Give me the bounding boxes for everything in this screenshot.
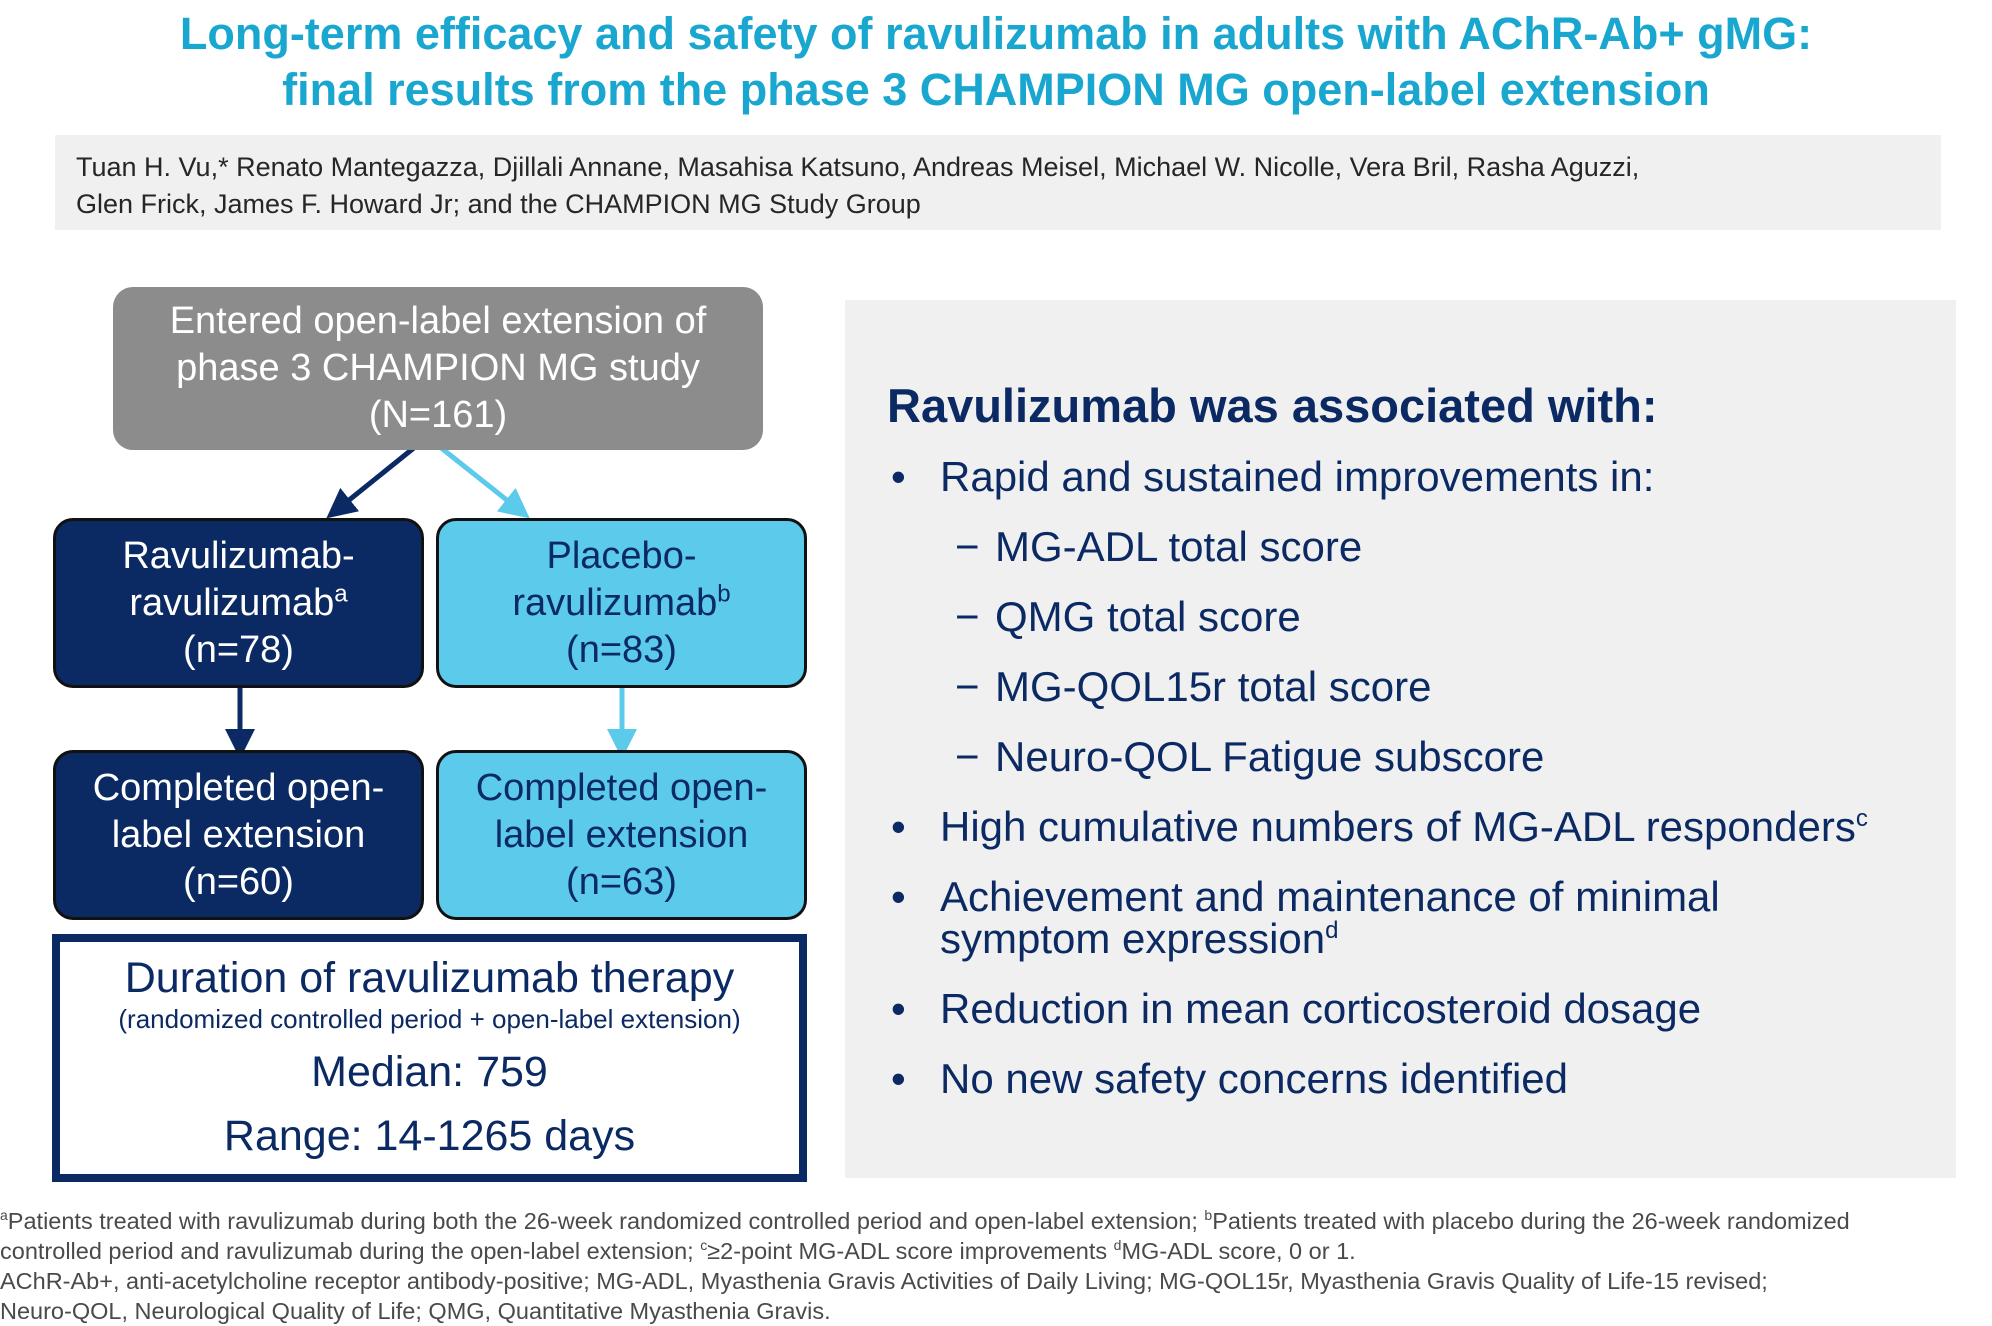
- rav-rav-line-1: Ravulizumab-: [122, 534, 355, 577]
- sub-qmg: [900, 590, 1940, 644]
- duration-subtitle: (randomized controlled period + open-label extension): [118, 1004, 741, 1034]
- footnote-a-text: Patients treated with ravulizumab during both the 26-week randomized controlled period and open-label extension;: [7, 1208, 1205, 1234]
- dash-marker: −: [955, 663, 980, 710]
- bullet-mse: [891, 870, 1940, 966]
- footnote-c-sup: c: [700, 1237, 708, 1254]
- sub-neuro-qol: [900, 730, 1940, 784]
- completed-pbo-line-2: label extension: [494, 813, 749, 856]
- bullet-mse-line-1: Achievement and maintenance of minimal: [940, 873, 1720, 920]
- duration-title: Duration of ravulizumab therapy: [124, 954, 735, 1002]
- bullet-corticosteroid-text: Reduction in mean corticosteroid dosage: [940, 985, 1702, 1032]
- duration-box: [52, 934, 807, 1182]
- completed-pbo-line-3: (n=63): [566, 860, 677, 903]
- sub-mg-adl-text: MG-ADL total score: [995, 523, 1363, 570]
- completed-rav-line-2: label extension: [111, 813, 366, 856]
- rav-rav-label: ravulizumab: [129, 581, 335, 624]
- summary-list: [891, 450, 1940, 1106]
- title-line-1: Long-term efficacy and safety of ravulizumab in adults with AChR-Ab+ gMG:: [179, 8, 1813, 59]
- sub-qmg-text: QMG total score: [995, 593, 1301, 640]
- bullet-safety-text: No new safety concerns identified: [940, 1055, 1569, 1102]
- bullet-responders-line: [900, 800, 1940, 854]
- footnote-b-text: Patients treated with placebo during the 26-week randomized: [1212, 1208, 1850, 1234]
- footnote-line-2: [0, 1236, 1992, 1266]
- rav-rav-line-2: [129, 580, 347, 627]
- footnote-abbrev-1: AChR-Ab+, anti-acetylcholine receptor antibody-positive; MG-ADL, Myasthenia Gravis Activities of Daily Living; MG-QOL15r, Myasthenia Gravis Quality of Life-15 revised;: [0, 1268, 1768, 1294]
- pbo-rav-label: ravulizumab: [512, 581, 718, 624]
- dash-marker: −: [955, 523, 980, 570]
- footnotes: [0, 1206, 1992, 1326]
- completed-rav-line-3: (n=60): [183, 860, 294, 903]
- entered-ole-box: [113, 287, 763, 450]
- footnote-b-marker: b: [717, 579, 731, 607]
- footnote-a-sup: a: [0, 1207, 8, 1224]
- dash-marker: −: [955, 733, 980, 780]
- placebo-ravulizumab-box: [436, 518, 807, 688]
- sub-mg-qol15r: [900, 660, 1940, 714]
- sub-neuro-qol-text: Neuro-QOL Fatigue subscore: [995, 733, 1545, 780]
- completed-pbo-line-1: Completed open-: [475, 766, 768, 809]
- bullet-marker: •: [891, 1055, 906, 1102]
- footnote-c-marker: c: [1855, 805, 1868, 832]
- duration-range: Range: 14-1265 days: [223, 1112, 636, 1160]
- footnote-line-2-text: controlled period and ravulizumab during the open-label extension;: [0, 1238, 701, 1264]
- arrow-to-pbo-rav: [440, 447, 518, 509]
- bullet-marker: •: [891, 453, 906, 500]
- entered-line-1: Entered open-label extension of: [169, 300, 707, 342]
- duration-median: Median: 759: [311, 1048, 548, 1096]
- bullet-safety: [891, 1052, 1940, 1106]
- sub-mg-adl: [900, 520, 1940, 574]
- bullet-improvements: [891, 450, 1940, 504]
- bullet-corticosteroid: [891, 982, 1940, 1036]
- bullet-responders: [891, 800, 1940, 854]
- completed-rav-box: [53, 750, 424, 920]
- bullet-marker: •: [891, 985, 906, 1032]
- summary-heading: Ravulizumab was associated with:: [887, 379, 1658, 432]
- ravulizumab-ravulizumab-box: [53, 518, 424, 688]
- dash-marker: −: [955, 593, 980, 640]
- authors-line-1: Tuan H. Vu,* Renato Mantegazza, Djillali Annane, Masahisa Katsuno, Andreas Meisel, Michael W. Nicolle, Vera Bril, Rasha Aguzzi,: [76, 152, 1640, 182]
- arrow-to-rav-rav: [338, 447, 415, 509]
- footnote-a-marker: a: [334, 579, 348, 607]
- entered-line-2: phase 3 CHAMPION MG study: [176, 347, 700, 389]
- footnote-line-1: [0, 1206, 1992, 1236]
- footnote-abbrev-2: Neuro-QOL, Neurological Quality of Life; QMG, Quantitative Myasthenia Gravis.: [0, 1298, 831, 1324]
- pbo-rav-line-1: Placebo-: [546, 534, 697, 577]
- summary-panel: [845, 300, 1956, 1178]
- pbo-rav-line-3: (n=83): [566, 628, 677, 671]
- footnote-d-text: MG-ADL score, 0 or 1.: [1121, 1238, 1356, 1264]
- title-line-2: final results from the phase 3 CHAMPION MG open-label extension: [282, 64, 1710, 115]
- bullet-responders-text: High cumulative numbers of MG-ADL responders: [940, 803, 1856, 850]
- bullet-marker: •: [891, 873, 906, 920]
- completed-rav-line-1: Completed open-: [92, 766, 385, 809]
- entered-line-3: (N=161): [368, 394, 508, 436]
- bullet-improvements-text: Rapid and sustained improvements in:: [940, 453, 1655, 500]
- footnote-b-sup: b: [1204, 1207, 1213, 1224]
- bullet-mse-line-2-text: symptom expression: [940, 915, 1326, 962]
- rav-rav-line-3: (n=78): [183, 628, 294, 671]
- footnote-d-marker: d: [1325, 917, 1339, 944]
- sub-mg-qol15r-text: MG-QOL15r total score: [995, 663, 1432, 710]
- completed-pbo-box: [436, 750, 807, 920]
- pbo-rav-line-2: [512, 580, 730, 627]
- bullet-marker: •: [891, 803, 906, 850]
- footnote-c-text: ≥2-point MG-ADL score improvements: [707, 1238, 1114, 1264]
- authors-line-2: Glen Frick, James F. Howard Jr; and the CHAMPION MG Study Group: [76, 189, 921, 219]
- footnote-d-sup: d: [1113, 1237, 1122, 1254]
